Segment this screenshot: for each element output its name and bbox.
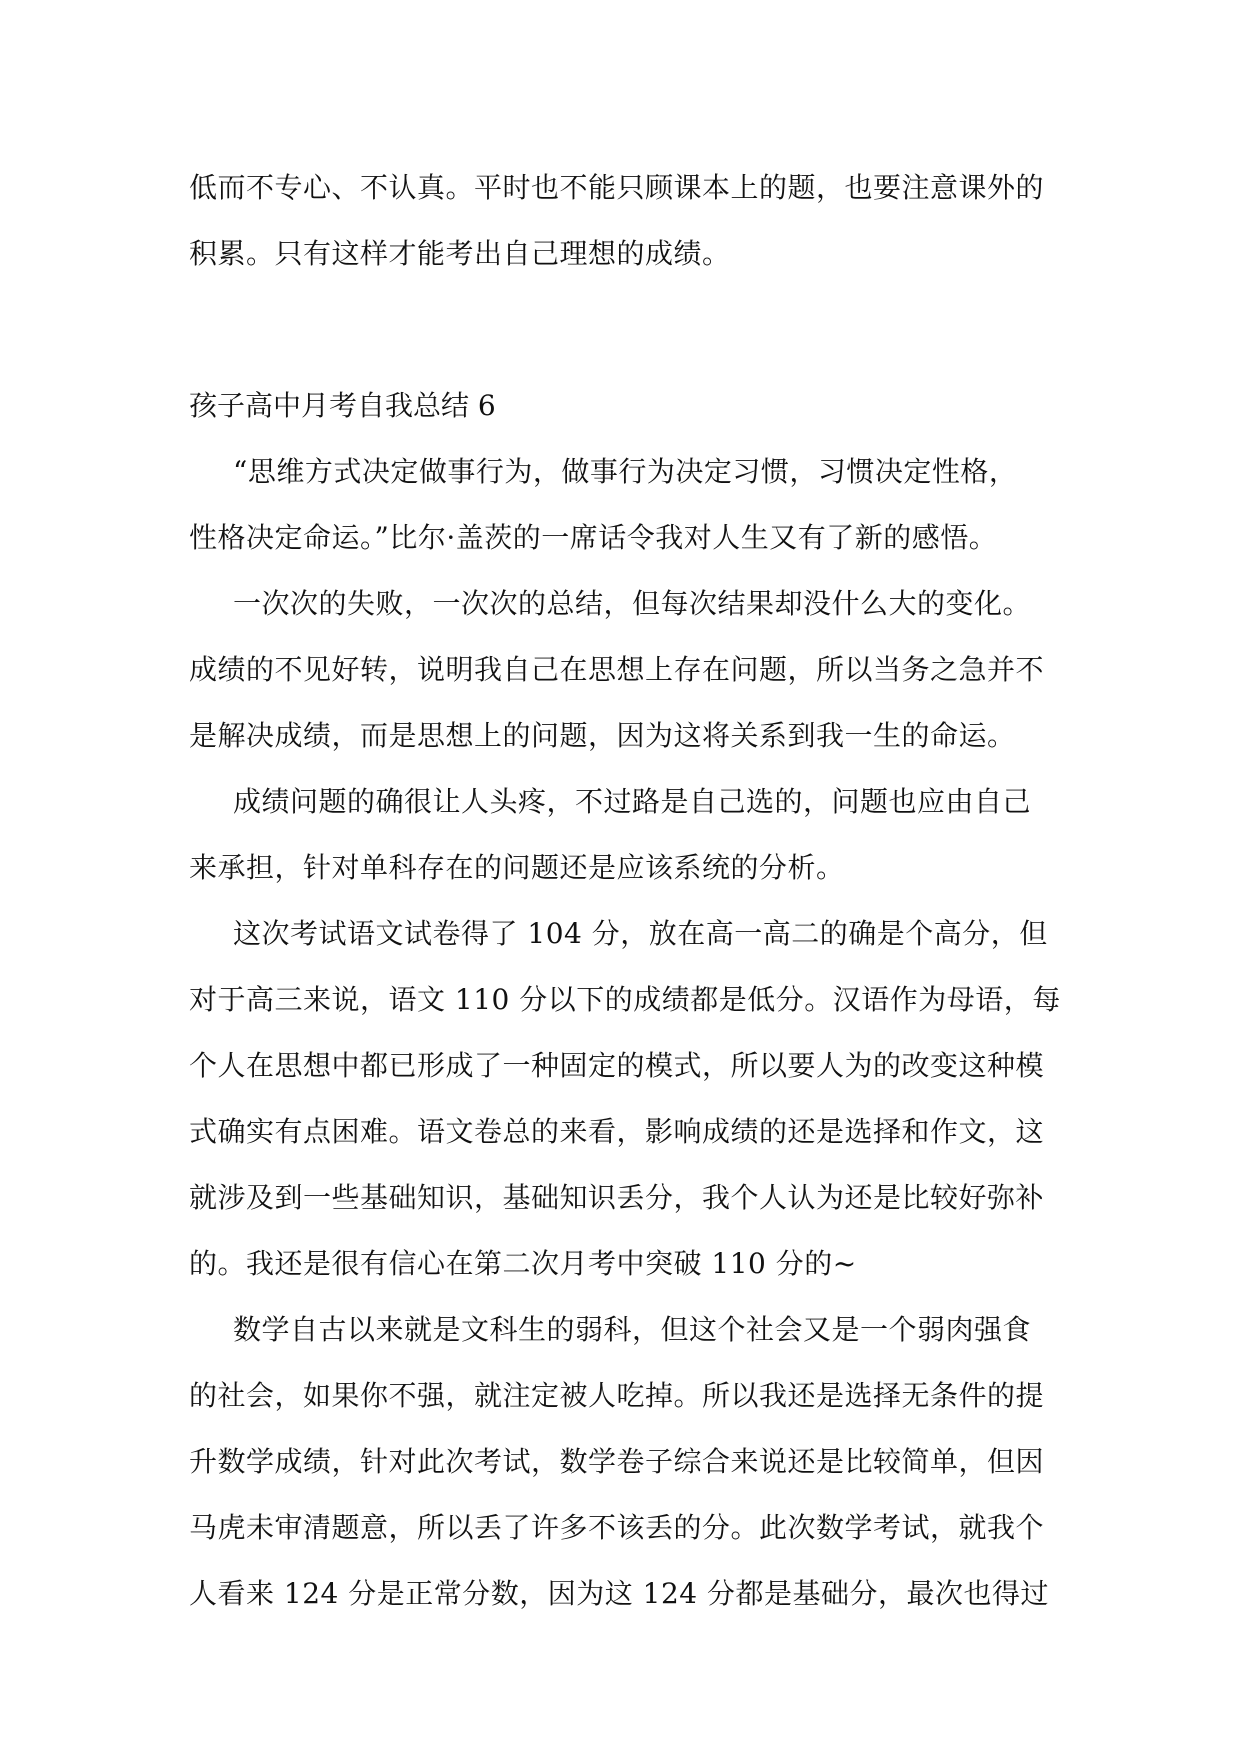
- text-line: 个人在思想中都已形成了一种固定的模式，所以要人为的改变这种模: [189, 1049, 1045, 1082]
- text-line: 的社会，如果你不强，就注定被人吃掉。所以我还是选择无条件的提: [189, 1379, 1045, 1412]
- paragraph: [189, 769, 1054, 901]
- text-line: 就涉及到一些基础知识，基础知识丢分，我个人认为还是比较好弥补: [189, 1181, 1045, 1214]
- text-line: 数学自古以来就是文科生的弱科，但这个社会又是一个弱肉强食: [233, 1313, 1032, 1346]
- text-line: 性格决定命运。”比尔·盖茨的一席话令我对人生又有了新的感悟。: [189, 521, 998, 554]
- text-line: 式确实有点困难。语文卷总的来看，影响成绩的还是选择和作文，这: [189, 1115, 1045, 1148]
- text-line: 对于高三来说，语文 110 分以下的成绩都是低分。汉语作为母语，每: [189, 983, 1061, 1016]
- text-line: 低而不专心、不认真。平时也不能只顾课本上的题，也要注意课外的: [189, 171, 1045, 204]
- paragraph: [189, 439, 1054, 571]
- paragraph: [189, 571, 1054, 769]
- text-line: 一次次的失败，一次次的总结，但每次结果却没什么大的变化。: [233, 587, 1032, 620]
- paragraph: [189, 1297, 1054, 1627]
- text-line: 的。我还是很有信心在第二次月考中突破 110 分的~: [189, 1247, 857, 1280]
- text-line: 积累。只有这样才能考出自己理想的成绩。: [189, 237, 731, 270]
- text-line: 成绩问题的确很让人头疼，不过路是自己选的，问题也应由自己: [233, 785, 1032, 818]
- text-line: 马虎未审清题意，所以丢了许多不该丢的分。此次数学考试，就我个: [189, 1511, 1045, 1544]
- text-line: 人看来 124 分是正常分数，因为这 124 分都是基础分，最次也得过: [189, 1577, 1049, 1610]
- document-body: [189, 155, 1061, 1627]
- text-line: 来承担，针对单科存在的问题还是应该系统的分析。: [189, 851, 845, 884]
- text-line: “思维方式决定做事行为，做事行为决定习惯，习惯决定性格，: [233, 455, 1018, 488]
- intro-text: [189, 155, 1054, 287]
- text-line: 这次考试语文试卷得了 104 分，放在高一高二的确是个高分，但: [233, 917, 1048, 950]
- text-line: 是解决成绩，而是思想上的问题，因为这将关系到我一生的命运。: [189, 719, 1016, 752]
- section-spacer: [189, 287, 1054, 373]
- text-line: 成绩的不见好转，说明我自己在思想上存在问题，所以当务之急并不: [189, 653, 1045, 686]
- text-line: 升数学成绩，针对此次考试，数学卷子综合来说还是比较简单，但因: [189, 1445, 1045, 1478]
- paragraph: [189, 901, 1061, 1297]
- section-title: 孩子高中月考自我总结 6: [189, 389, 496, 422]
